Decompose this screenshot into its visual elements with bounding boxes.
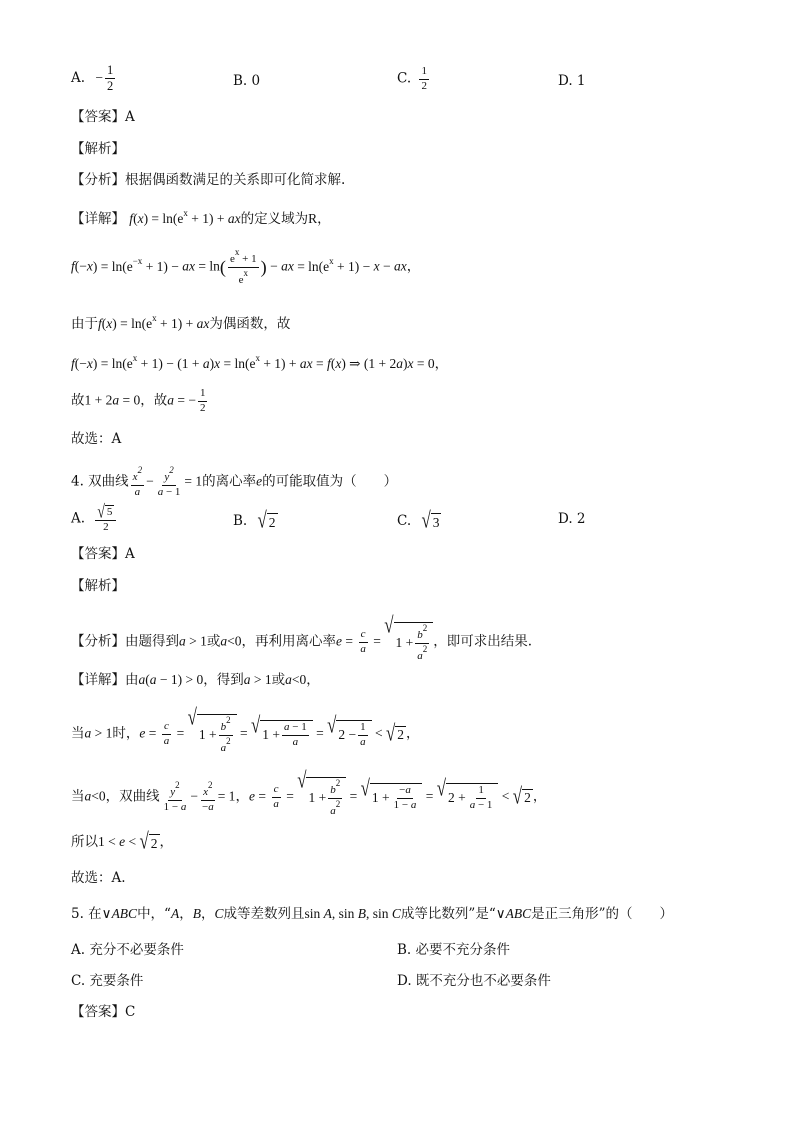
q4-option-d: D. 2 <box>558 511 586 527</box>
q4-case1: 当a > 1时，e = $\frac{c}{a}$ = √ 1 + $\frac{b^2}{a^2}$ = √ 1 + $\frac{a - 1}{a}$ = √ 2 − $\frac{1}{a}$ < √ 2 ， <box>71 704 420 754</box>
text: 时， <box>112 725 140 742</box>
text: 成等比数列”是“ <box>400 906 496 922</box>
text: ，双曲线 <box>105 788 160 805</box>
text: 为偶函数，故 <box>209 316 291 332</box>
q4-case2: 当a<0，双曲线 $\frac{y^2}{1 - a}$ − $\frac{x^2}{-a}$ = 1，e = $\frac{c}{a}$ = √ 1 + $\frac{b^2}{a^2}$ = √ 1 + $\frac{-a}{1 - a}$ = √ 2 + $\frac{1}{a - 1}$ < √ 2 ， <box>71 767 547 817</box>
text: 由题得到 <box>125 633 179 650</box>
q5-option-d: D. 既不充分也不必要条件 <box>397 973 551 989</box>
text: ，再利用离心率 <box>241 633 336 650</box>
text: 或 <box>271 672 286 688</box>
answer-value: C <box>125 1004 136 1020</box>
answer-tag: 【答案】 <box>71 546 125 562</box>
answer-tag: 【答案】 <box>71 1004 125 1020</box>
q4-option-c: C. √ 3 <box>397 507 440 533</box>
q3-derivation: $f(-x) = \ln(e^{-x} + 1)$ − ax = ln( $\frac{e^x + 1}{e^x}$ ) − ax = $\ln(e^x + 1) - x$ − ax， <box>71 247 421 286</box>
q3-fenxi <box>71 174 345 188</box>
text: 5. 在 <box>71 906 102 922</box>
q3-conclusion: 故1 + 2a = 0，故a = − $\frac{1}{2}$ <box>71 387 206 414</box>
text: 成等差数列且 <box>223 906 305 922</box>
q5-option-c: C. 充要条件 <box>71 973 144 989</box>
q3-option-c <box>397 66 431 92</box>
q3-option-a <box>71 64 117 93</box>
q3-detail-line1: 【详解】 $f(x) = \ln(e^x + 1)$ + ax的定义域为R， <box>71 208 331 227</box>
q3-option-d: D. 1 <box>558 73 586 89</box>
q3-option-b: B. 0 <box>233 73 261 89</box>
fenxi-text: 根据偶函数满足的关系即可化简求解. <box>125 172 346 188</box>
q4-choose: 故选：A. <box>71 870 126 886</box>
text: 4. 双曲线 <box>71 473 129 490</box>
detail-text: 的定义域为 <box>240 211 309 227</box>
q3-choose: 故选：A <box>71 431 122 447</box>
denominator: 2 <box>106 79 114 94</box>
denominator: 2 <box>421 79 427 92</box>
q4-stem: 4. 双曲线 $\frac{x^2}{a}$ − $\frac{y^2}{a - 1}$ = 1的离心率e的可能取值为（ ） <box>71 465 398 498</box>
q4-answer <box>71 548 135 562</box>
text: 当 <box>71 725 85 742</box>
q3-answer <box>71 111 135 125</box>
answer-value: A <box>125 109 135 125</box>
q3-even-statement: 由于$f(x) = \ln(e^x + 1)$ + ax为偶函数，故 <box>71 313 291 332</box>
numerator: 1 <box>419 66 429 80</box>
text: ，即可求出结果. <box>433 633 533 650</box>
text: 当 <box>71 788 85 805</box>
detail-tag: 【详解】 <box>71 672 125 688</box>
domain-symbol: R <box>308 211 318 226</box>
q5-option-b: B. 必要不充分条件 <box>397 942 511 958</box>
numerator: 1 <box>105 64 115 79</box>
q5-stem: 5. 在∨ABC中，“A，B，C成等差数列且sin A, sin B, sin C成等比数列”是“∨ABC是正三角形”的（ ） <box>71 906 674 922</box>
option-label: C. <box>397 70 412 87</box>
option-label: C. <box>397 512 412 529</box>
q4-option-b: B. √ 2 <box>233 507 276 533</box>
text: ，故 <box>140 392 168 409</box>
formula-f: f <box>129 211 134 226</box>
q5-answer <box>71 1006 135 1020</box>
q4-detail-line1: 【详解】由a(a − 1) > 0，得到a > 1或a<0， <box>71 672 320 688</box>
option-label: A. <box>71 510 86 527</box>
q3-analysis-tag: 【解析】 <box>71 141 125 157</box>
q3-even-derivation: $f(-x) = \ln(e^x + 1) - (1 + a)x = \ln(e^x + 1)$ + ax = f(x) ⇒ (1 + 2a)x = 0， <box>71 353 449 372</box>
q4-fenxi: 【分析】由题得到a > 1或a<0，再利用离心率e = $\frac{c}{a}$ = √ 1 + $\frac{b^2}{a^2}$ ，即可求出结果. <box>71 612 533 662</box>
answer-value: A <box>125 546 135 562</box>
answer-tag: 【答案】 <box>71 109 125 125</box>
text: 所以 <box>71 833 98 850</box>
text: 的离心率 <box>202 473 257 490</box>
text: 故 <box>71 392 85 409</box>
fenxi-tag: 【分析】 <box>71 172 125 188</box>
text: ，得到 <box>203 672 244 688</box>
text: 的可能取值为（ ） <box>262 473 398 490</box>
detail-tag: 【详解】 <box>71 211 125 227</box>
text: 是正三角形”的（ ） <box>531 906 674 922</box>
q4-therefore: 所以1 < e < √ 2 ， <box>71 828 174 854</box>
minus-sign: − <box>95 70 103 86</box>
option-label: A. <box>71 70 86 87</box>
text: 中，“ <box>137 906 171 922</box>
q4-analysis-tag: 【解析】 <box>71 578 125 594</box>
option-label: B. <box>233 512 248 529</box>
q5-option-a: A. 充分不必要条件 <box>71 942 184 958</box>
text: 由 <box>125 672 139 688</box>
fenxi-tag: 【分析】 <box>71 633 125 650</box>
q4-option-a: A. √ 5 2 <box>71 505 118 533</box>
text: 或 <box>206 633 221 650</box>
text: 由于 <box>71 316 98 332</box>
